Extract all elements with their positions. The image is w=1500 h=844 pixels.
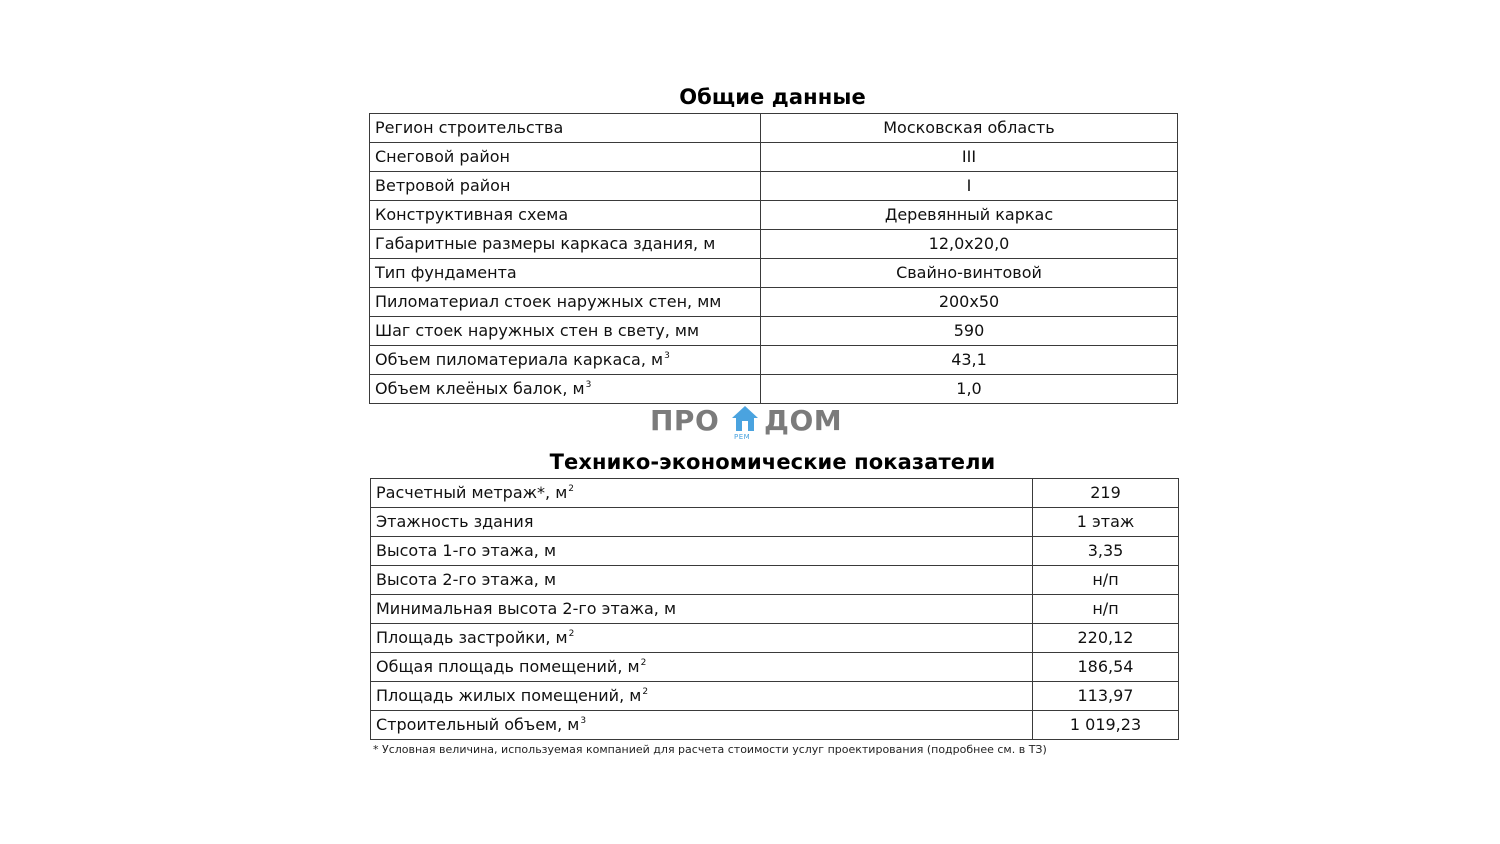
- row-label: Площадь застройки, м: [376, 628, 568, 647]
- table-row: [371, 711, 1179, 740]
- unit-exponent: 2: [642, 687, 649, 697]
- unit-exponent: 3: [585, 380, 592, 390]
- table-row: [371, 479, 1179, 508]
- row-label-cell: [370, 201, 761, 230]
- table-row: [371, 537, 1179, 566]
- row-label-cell: [370, 317, 761, 346]
- row-label: Высота 2-го этажа, м: [376, 570, 557, 589]
- row-label-cell: [370, 375, 761, 404]
- row-label: Объем клеёных балок, м: [375, 379, 585, 398]
- row-value: 590: [761, 317, 1178, 346]
- row-label: Ветровой район: [375, 176, 511, 195]
- table-row: [371, 595, 1179, 624]
- logo-word-right: ДОМ: [764, 404, 843, 437]
- row-label: Шаг стоек наружных стен в свету, мм: [375, 321, 700, 340]
- row-label: Строительный объем, м: [376, 715, 580, 734]
- logo-subtext: РЕМ: [734, 433, 751, 441]
- row-value: 1,0: [761, 375, 1178, 404]
- row-label: Снеговой район: [375, 147, 510, 166]
- row-label: Объем пиломатериала каркаса, м: [375, 350, 664, 369]
- table-row: [370, 201, 1178, 230]
- row-label: Высота 1-го этажа, м: [376, 541, 557, 560]
- table-row: [370, 259, 1178, 288]
- row-value: 219: [1033, 479, 1179, 508]
- row-value: I: [761, 172, 1178, 201]
- row-value: Московская область: [761, 114, 1178, 143]
- table-row: [371, 624, 1179, 653]
- row-label-cell: [371, 653, 1033, 682]
- row-label-cell: [371, 624, 1033, 653]
- unit-exponent: 2: [568, 484, 575, 494]
- row-label-cell: [371, 682, 1033, 711]
- table-row: [371, 653, 1179, 682]
- row-label: Конструктивная схема: [375, 205, 569, 224]
- row-label-cell: [371, 479, 1033, 508]
- row-value: н/п: [1033, 566, 1179, 595]
- row-label-cell: [371, 595, 1033, 624]
- row-label: Площадь жилых помещений, м: [376, 686, 642, 705]
- table-row: [370, 114, 1178, 143]
- table-row: [371, 682, 1179, 711]
- row-value: Деревянный каркас: [761, 201, 1178, 230]
- row-label: Минимальная высота 2-го этажа, м: [376, 599, 677, 618]
- row-value: н/п: [1033, 595, 1179, 624]
- table-row: [370, 230, 1178, 259]
- table-row: [371, 508, 1179, 537]
- row-value: Свайно-винтовой: [761, 259, 1178, 288]
- row-value: 220,12: [1033, 624, 1179, 653]
- house-icon: [730, 404, 760, 434]
- row-label-cell: [371, 508, 1033, 537]
- table-row: [370, 143, 1178, 172]
- row-label: Пиломатериал стоек наружных стен, мм: [375, 292, 722, 311]
- row-value: 1 019,23: [1033, 711, 1179, 740]
- logo-word-left: ПРО: [650, 404, 720, 437]
- table-row: [370, 288, 1178, 317]
- row-label-cell: [371, 711, 1033, 740]
- general-data-table: [369, 113, 1178, 404]
- unit-exponent: 3: [580, 716, 587, 726]
- row-label-cell: [370, 114, 761, 143]
- tech-indicators-table: [370, 478, 1179, 740]
- row-label-cell: [370, 259, 761, 288]
- row-value: III: [761, 143, 1178, 172]
- row-value: 1 этаж: [1033, 508, 1179, 537]
- row-value: 200x50: [761, 288, 1178, 317]
- row-value: 113,97: [1033, 682, 1179, 711]
- row-label: Регион строительства: [375, 118, 564, 137]
- table-row: [370, 346, 1178, 375]
- table-row: [370, 375, 1178, 404]
- row-label-cell: [370, 143, 761, 172]
- row-label: Общая площадь помещений, м: [376, 657, 640, 676]
- row-value: 186,54: [1033, 653, 1179, 682]
- row-label: Расчетный метраж*, м: [376, 483, 568, 502]
- general-data-title: Общие данные: [679, 85, 866, 109]
- row-label: Габаритные размеры каркаса здания, м: [375, 234, 716, 253]
- row-label-cell: [370, 172, 761, 201]
- unit-exponent: 2: [640, 658, 647, 668]
- row-value: 43,1: [761, 346, 1178, 375]
- row-label: Этажность здания: [376, 512, 534, 531]
- tech-indicators-title: Технико-экономические показатели: [549, 450, 996, 474]
- row-value: 3,35: [1033, 537, 1179, 566]
- table-row: [370, 172, 1178, 201]
- row-label-cell: [371, 537, 1033, 566]
- row-value: 12,0x20,0: [761, 230, 1178, 259]
- row-label-cell: [370, 230, 761, 259]
- footnote: * Условная величина, используемая компанией для расчета стоимости услуг проектирования (подробнее см. в ТЗ): [373, 743, 1047, 756]
- prodom-logo: [650, 404, 850, 444]
- row-label-cell: [370, 346, 761, 375]
- row-label: Тип фундамента: [375, 263, 517, 282]
- row-label-cell: [370, 288, 761, 317]
- table-row: [370, 317, 1178, 346]
- table-row: [371, 566, 1179, 595]
- unit-exponent: 2: [568, 629, 575, 639]
- unit-exponent: 3: [664, 351, 670, 361]
- row-label-cell: [371, 566, 1033, 595]
